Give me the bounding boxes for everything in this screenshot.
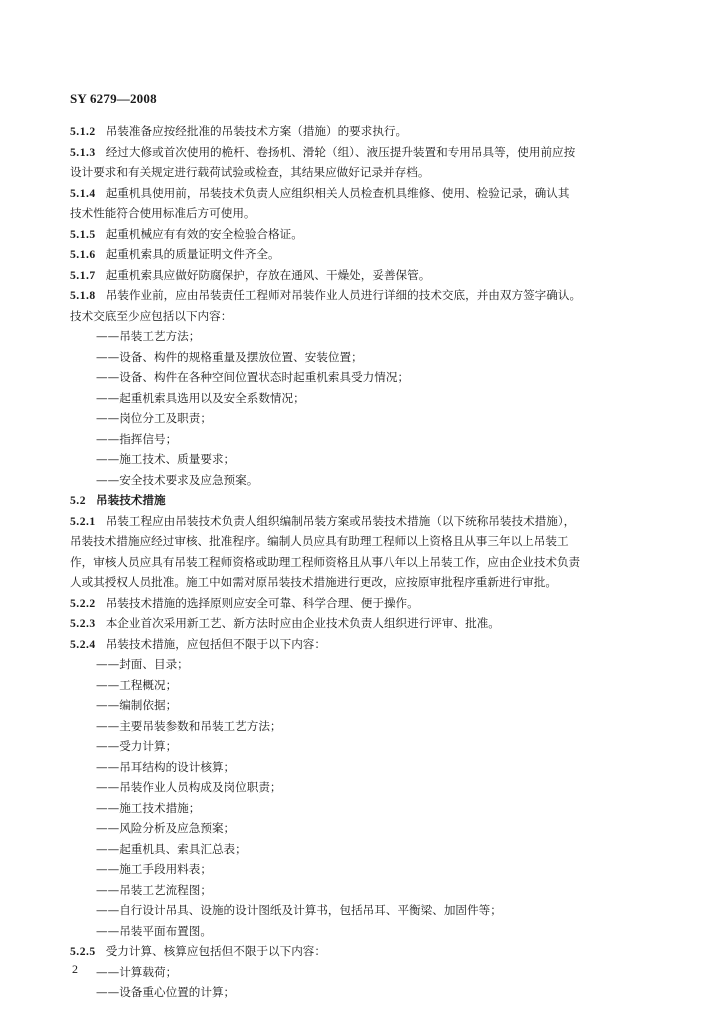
list-item: [70, 964, 177, 981]
clause-text: ——风险分析及应急预案；: [96, 821, 236, 835]
clause-line: [70, 636, 326, 653]
list-item: [70, 882, 212, 899]
clause-text: 起重机索具应做好防腐保护，存放在通风、干燥处，妥善保管。: [105, 267, 431, 282]
clause-line: [70, 185, 569, 202]
clause-number: 5.1.2: [70, 125, 96, 138]
list-item: [70, 779, 282, 796]
list-item: [70, 677, 177, 694]
clause-text: 吊装技术措施，应包括但不限于以下内容：: [105, 636, 326, 651]
clause-text: 起重机索具的质量证明文件齐全。: [105, 247, 280, 261]
clause-text: ——设备、构件的规格重量及摆放位置、安装位置；: [96, 349, 363, 364]
list-item: [70, 738, 177, 755]
clause-text: ——起重机具、索具汇总表；: [96, 841, 247, 856]
clause-text: 吊装工程应由吊装技术负责人组织编制吊装方案或吊装技术措施（以下统称吊装技术措施），: [105, 513, 576, 528]
text-line: [70, 164, 429, 181]
clause-number: 5.2.3: [70, 617, 96, 630]
clause-number: 5.1.4: [70, 186, 96, 200]
clause-number: 5.2: [70, 494, 86, 507]
clause-text: ——施工手段用料表；: [96, 862, 212, 876]
clause-text: 吊装作业前，应由吊装责任工程师对吊装作业人员进行详细的技术交底，并由双方签字确认。: [105, 288, 582, 302]
list-item: [70, 369, 409, 386]
text-line: [70, 308, 232, 325]
clause-line: [70, 123, 407, 140]
clause-line: [70, 267, 430, 284]
clause-text: ——施工技术措施；: [96, 800, 201, 815]
clause-text: ——指挥信号；: [96, 431, 178, 446]
text-line: [70, 554, 580, 571]
clause-text: ——吊装作业人员构成及岗位职责；: [96, 780, 282, 794]
clause-text: 技术性能符合使用标准后方可使用。: [70, 206, 256, 220]
clause-text: ——岗位分工及职责；: [96, 411, 212, 425]
clause-number: 5.2.2: [70, 596, 96, 610]
list-item: [70, 984, 235, 1001]
clause-text: ——编制依据；: [96, 698, 178, 712]
clause-text: 起重机械应有有效的安全检验合格证。: [105, 226, 303, 241]
clause-text: ——起重机索具选用以及安全系数情况；: [96, 390, 305, 405]
clause-text: ——封面、目录；: [96, 657, 189, 671]
clause-line: [70, 595, 419, 612]
clause-text: 起重机具使用前，吊装技术负责人应组织相关人员检查机具维修、使用、检验记录，确认其: [105, 185, 570, 200]
clause-line: [70, 287, 581, 304]
clause-number: 5.1.6: [70, 248, 96, 261]
clause-text: ——设备重心位置的计算；: [96, 985, 236, 999]
clause-line: [70, 226, 303, 243]
clause-text: ——工程概况；: [96, 677, 178, 692]
list-item: [70, 902, 502, 919]
list-item: [70, 841, 247, 858]
text-line: [70, 205, 256, 222]
clause-text: 吊装技术措施的选择原则应安全可靠、科学合理、便于操作。: [105, 595, 419, 610]
text-line: [70, 574, 557, 591]
list-item: [70, 861, 212, 878]
clause-line: [70, 513, 575, 530]
list-item: [70, 472, 258, 489]
clause-text: ——吊装工艺方法；: [96, 329, 201, 343]
clause-text: 本企业首次采用新工艺、新方法时应由企业技术负责人组织进行评审、批准。: [105, 616, 500, 630]
list-item: [70, 431, 177, 448]
clause-text: ——设备、构件在各种空间位置状态时起重机索具受力情况；: [96, 370, 410, 384]
clause-text: ——自行设计吊具、设施的设计图纸及计算书，包括吊耳、平衡梁、加固件等；: [96, 903, 502, 917]
list-item: [70, 759, 235, 776]
clause-number: 5.1.7: [70, 268, 96, 282]
clause-text: 吊装准备应按经批准的吊装技术方案（措施）的要求执行。: [105, 124, 408, 138]
page-number: 2: [72, 962, 78, 976]
list-item: [70, 697, 177, 714]
clause-text: ——施工技术、质量要求；: [96, 452, 236, 466]
list-item: [70, 718, 282, 735]
clause-text: ——计算载荷；: [96, 964, 178, 979]
clause-number: 5.1.8: [70, 289, 96, 302]
clause-text: 技术交底至少应包括以下内容：: [70, 308, 233, 323]
list-item: [70, 800, 200, 817]
clause-text: 吊装技术措施: [96, 493, 166, 507]
clause-text: 经过大修或首次使用的桅杆、卷扬机、滑轮（组）、液压提升装置和专用吊具等，使用前应按: [105, 144, 576, 159]
list-item: [70, 328, 200, 345]
clause-number: 5.2.1: [70, 514, 96, 528]
list-item: [70, 451, 235, 468]
clause-text: ——吊装工艺流程图；: [96, 882, 212, 897]
clause-text: 受力计算、核算应包括但不限于以下内容：: [105, 944, 326, 958]
list-item: [70, 656, 189, 673]
list-item: [70, 349, 363, 366]
text-line: [70, 533, 569, 550]
clause-number: 5.2.5: [70, 945, 96, 958]
clause-text: 吊装技术措施应经过审核、批准程序。编制人员应具有助理工程师以上资格且从事三年以上吊装工: [70, 534, 569, 548]
document-code: SY 6279—2008: [70, 91, 157, 106]
clause-text: 设计要求和有关规定进行载荷试验或检查，其结果应做好记录并存档。: [70, 165, 430, 179]
list-item: [70, 410, 212, 427]
list-item: [70, 390, 305, 407]
clause-number: 5.2.4: [70, 637, 96, 651]
clause-line: [70, 943, 326, 960]
clause-text: ——主要吊装参数和吊装工艺方法；: [96, 718, 282, 733]
clause-text: ——受力计算；: [96, 739, 178, 753]
clause-text: ——吊装平面布置图。: [96, 923, 212, 938]
clause-text: 人或其授权人员批准。施工中如需对原吊装技术措施进行更改，应按原审批程序重新进行审批。: [70, 575, 557, 589]
clause-text: ——吊耳结构的设计核算；: [96, 759, 236, 774]
clause-text: ——安全技术要求及应急预案。: [96, 472, 259, 487]
list-item: [70, 820, 235, 837]
clause-number: 5.1.3: [70, 145, 96, 159]
list-item: [70, 923, 212, 940]
clause-line: [70, 615, 500, 632]
clause-text: 作，审核人员应具有吊装工程师资格或助理工程师资格且从事八年以上吊装工作，应由企业技术负责: [70, 554, 581, 569]
clause-line: [70, 492, 166, 509]
clause-line: [70, 144, 575, 161]
clause-number: 5.1.5: [70, 227, 96, 241]
clause-line: [70, 246, 280, 263]
